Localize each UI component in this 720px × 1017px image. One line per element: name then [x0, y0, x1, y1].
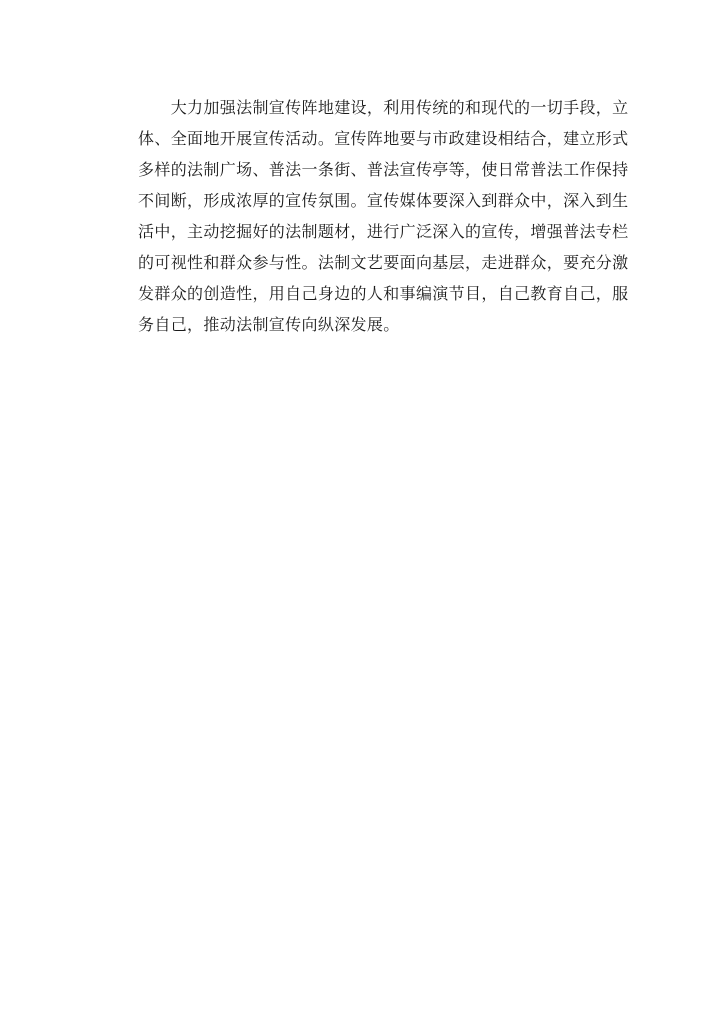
paragraph-line: 务自己，推动法制宣传向纵深发展。: [138, 315, 400, 334]
body-paragraph: [138, 92, 629, 340]
paragraph-line: 体、全面地开展宣传活动。宣传阵地要与市政建设相结合，建立形式: [138, 129, 629, 148]
paragraph-line: 不间断，形成浓厚的宣传氛围。宣传媒体要深入到群众中，深入到生: [138, 191, 629, 210]
paragraph-line: 多样的法制广场、普法一条街、普法宣传亭等，使日常普法工作保持: [138, 160, 629, 179]
paragraph-line: 活中，主动挖掘好的法制题材，进行广泛深入的宣传，增强普法专栏: [138, 222, 629, 241]
paragraph-line: 的可视性和群众参与性。法制文艺要面向基层，走进群众，要充分激: [138, 253, 629, 272]
paragraph-line: 发群众的创造性，用自己身边的人和事编演节目，自己教育自己，服: [138, 284, 629, 303]
paragraph-line: 大力加强法制宣传阵地建设，利用传统的和现代的一切手段，立: [138, 98, 629, 117]
